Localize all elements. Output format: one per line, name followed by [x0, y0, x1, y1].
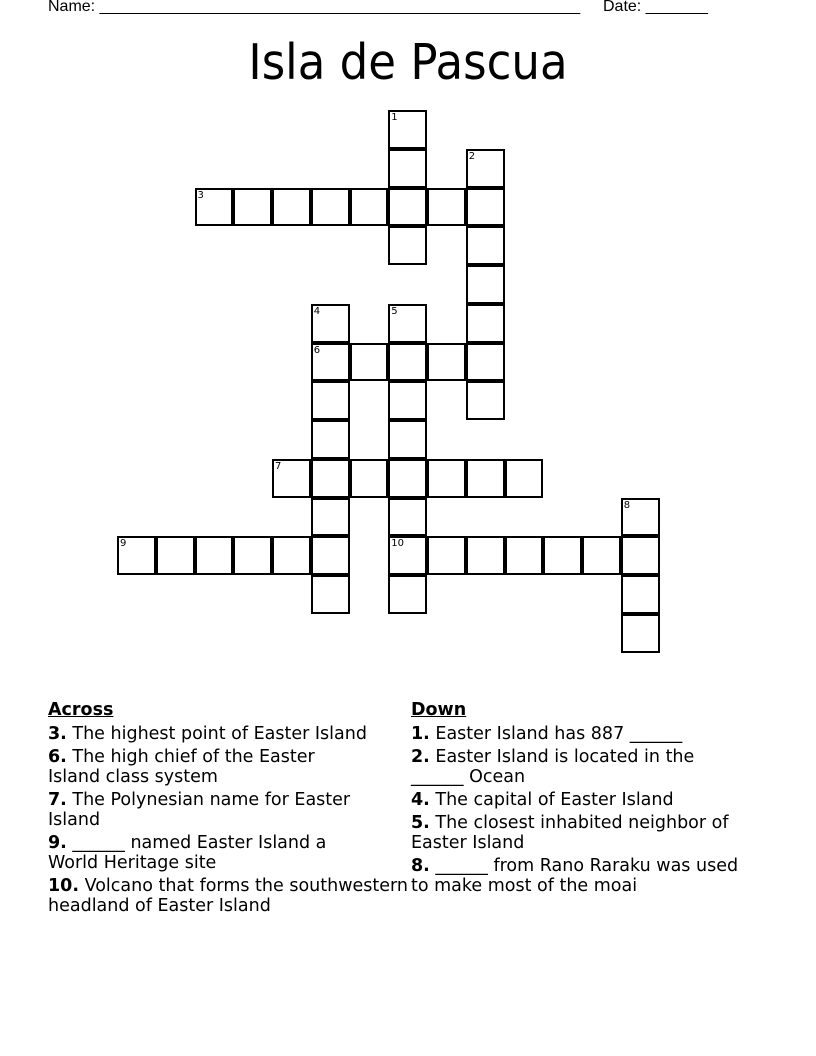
grid-cell[interactable]	[311, 498, 350, 537]
clue-number: 1	[391, 112, 398, 123]
page-title: Isla de Pascua	[248, 34, 568, 91]
grid-cell[interactable]	[311, 575, 350, 614]
grid-cell[interactable]	[505, 536, 544, 575]
grid-cell[interactable]	[427, 188, 466, 227]
grid-cell[interactable]	[311, 343, 350, 382]
grid-cell[interactable]	[621, 614, 660, 653]
clue-down-4: 4. The capital of Easter Island	[411, 790, 674, 810]
clue-down-5: 5. The closest inhabited neighbor of Easter Island	[411, 813, 729, 853]
clue-number: 2	[468, 150, 476, 162]
grid-cell[interactable]	[388, 498, 427, 537]
clue-across-9: 9. ______ named Easter Island a World Heritage site	[48, 833, 327, 873]
grid-cell[interactable]	[388, 110, 427, 149]
grid-cell[interactable]	[388, 304, 427, 343]
grid-cell[interactable]	[388, 420, 427, 459]
grid-cell[interactable]	[505, 459, 544, 498]
clue-number: 9	[120, 538, 127, 550]
grid-cell[interactable]	[621, 575, 660, 614]
clue-number: 10	[391, 538, 404, 550]
clue-across-10: 10. Volcano that forms the southwestern headland of Easter Island	[48, 876, 409, 916]
grid-cell[interactable]	[272, 188, 311, 227]
grid-cell[interactable]	[543, 536, 582, 575]
grid-cell[interactable]	[388, 459, 427, 498]
across-heading: Across	[48, 700, 114, 720]
date-field[interactable]: Date: _______	[603, 0, 708, 15]
grid-cell[interactable]	[582, 536, 621, 575]
clue-number: 7	[275, 460, 282, 472]
grid-cell[interactable]	[466, 343, 505, 382]
grid-cell[interactable]	[427, 536, 466, 575]
grid-cell[interactable]	[311, 188, 350, 227]
name-field[interactable]: Name: ______________________________________________________	[48, 0, 581, 15]
grid-cell[interactable]	[466, 536, 505, 575]
grid-cell[interactable]	[272, 459, 311, 498]
clue-number: 5	[391, 305, 398, 317]
grid-cell[interactable]	[621, 536, 660, 575]
grid-cell[interactable]	[156, 536, 195, 575]
grid-cell[interactable]	[311, 420, 350, 459]
grid-cell[interactable]	[466, 188, 505, 227]
grid-cell[interactable]	[350, 343, 389, 382]
clue-number: 4	[313, 305, 321, 317]
grid-cell[interactable]	[466, 381, 505, 420]
grid-cell[interactable]	[466, 459, 505, 498]
grid-cell[interactable]	[350, 459, 389, 498]
grid-cell[interactable]	[466, 304, 505, 343]
grid-cell[interactable]	[195, 536, 234, 575]
clue-down-2: 2. Easter Island is located in the ______ Ocean	[411, 747, 695, 787]
grid-cell[interactable]	[388, 188, 427, 227]
grid-cell[interactable]	[272, 536, 311, 575]
grid-cell[interactable]	[233, 188, 272, 227]
grid-cell[interactable]	[195, 188, 234, 227]
clue-across-7: 7. The Polynesian name for Easter Island	[48, 790, 351, 830]
grid-cell[interactable]	[388, 149, 427, 188]
clue-across-6: 6. The high chief of the Easter Island class system	[48, 747, 315, 787]
clue-down-8: 8. ______ from Rano Raraku was used to make most of the moai	[411, 856, 739, 896]
grid-cell[interactable]	[388, 536, 427, 575]
clue-number: 3	[197, 189, 204, 201]
grid-cell[interactable]	[117, 536, 156, 575]
grid-cell[interactable]	[350, 188, 389, 227]
grid-cell[interactable]	[427, 459, 466, 498]
grid-cell[interactable]	[311, 381, 350, 420]
grid-cell[interactable]	[388, 381, 427, 420]
clue-number: 6	[313, 344, 321, 356]
grid-cell[interactable]	[388, 575, 427, 614]
grid-cell[interactable]	[311, 459, 350, 498]
grid-cell[interactable]	[388, 226, 427, 265]
grid-cell[interactable]	[388, 343, 427, 382]
clue-number: 8	[623, 499, 631, 511]
grid-cell[interactable]	[311, 536, 350, 575]
grid-cell[interactable]	[427, 343, 466, 382]
down-heading: Down	[411, 700, 467, 720]
grid-cell[interactable]	[233, 536, 272, 575]
across-clues	[48, 700, 408, 919]
grid-cell[interactable]	[466, 226, 505, 265]
clue-down-1: 1. Easter Island has 887 ______	[411, 724, 683, 744]
grid-cell[interactable]	[466, 265, 505, 304]
grid-cell[interactable]	[466, 149, 505, 188]
down-clues	[411, 700, 761, 899]
grid-cell[interactable]	[621, 498, 660, 537]
clue-across-3: 3. The highest point of Easter Island	[48, 724, 367, 744]
grid-cell[interactable]	[311, 304, 350, 343]
